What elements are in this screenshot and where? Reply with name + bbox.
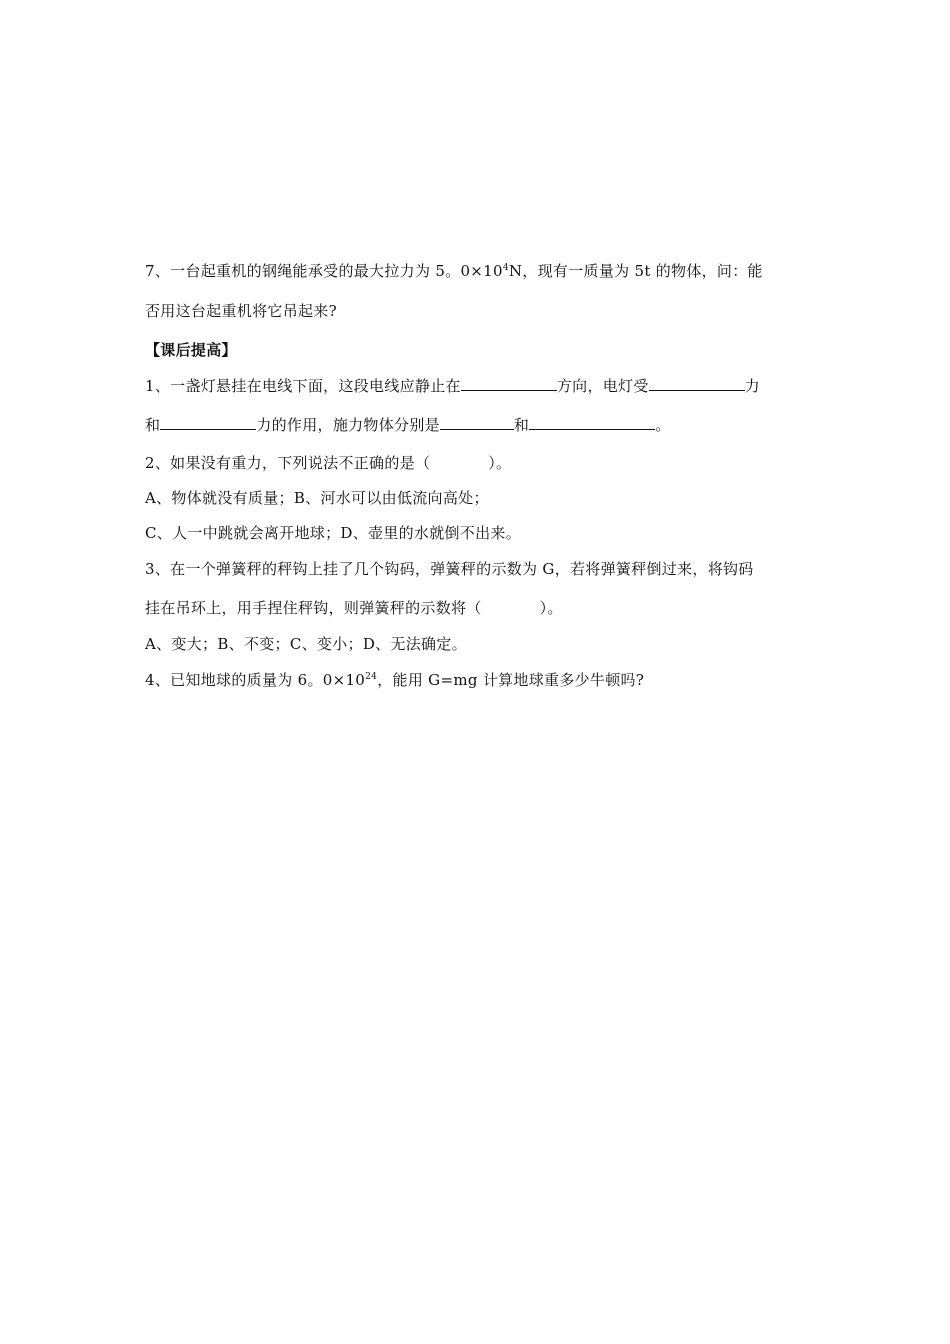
problem-1-line-2 [145,415,671,435]
question-7-text-cont: N，现有一质量为 5t 的物体，问：能 [508,262,763,280]
problem-3-line-1: 3、在一个弹簧秤的秤钩上挂了几个钩码，弹簧秤的示数为 G，若将弹簧秤倒过来，将钩码 [145,560,754,578]
question-7-line-1 [145,261,763,281]
answer-blank[interactable] [440,415,514,430]
problem-1-line-1 [145,376,760,396]
problem-1-text: 力 [744,377,760,395]
problem-1-text: 1、一盏灯悬挂在电线下面，这段电线应静止在 [145,377,461,395]
problem-4-text-cont: ，能用 G=mg 计算地球重多少牛顿吗? [377,671,645,689]
question-7-line-2: 否用这台起重机将它吊起来? [145,302,337,320]
problem-2-options-cd: C、人一中跳就会离开地球；D、壶里的水就倒不出来。 [145,524,522,542]
answer-blank[interactable] [529,415,655,430]
answer-blank[interactable] [461,376,557,391]
problem-2-text: ）。 [488,454,512,472]
question-7-text: 7、一台起重机的钢绳能承受的最大拉力为 5。0×10 [145,262,503,280]
problem-1-text: 和 [145,416,161,434]
problem-3-line-2 [145,598,563,618]
problem-2-stem [145,453,511,473]
problem-4-line [145,670,644,690]
problem-1-text: 和 [513,416,530,434]
exponent: 4 [502,263,509,273]
problem-1-text: 力的作用，施力物体分别是 [256,416,440,434]
problem-3-options: A、变大；B、不变；C、变小；D、无法确定。 [145,635,467,653]
problem-2-text: 2、如果没有重力，下列说法不正确的是（ [145,454,431,472]
problem-1-text: 。 [655,416,671,434]
problem-2-options-ab: A、物体就没有质量；B、河水可以由低流向高处； [145,489,489,507]
problem-3-text: ）。 [539,599,563,617]
section-title: 【课后提高】 [145,341,237,359]
answer-blank[interactable] [160,415,256,430]
problem-4-text: 4、已知地球的质量为 6。0×10 [145,671,366,689]
answer-blank[interactable] [649,376,745,391]
problem-3-text: 挂在吊环上，用手捏住秤钩，则弹簧秤的示数将（ [145,599,482,617]
problem-1-text: 方向，电灯受 [556,377,649,395]
exponent: 24 [365,672,378,682]
